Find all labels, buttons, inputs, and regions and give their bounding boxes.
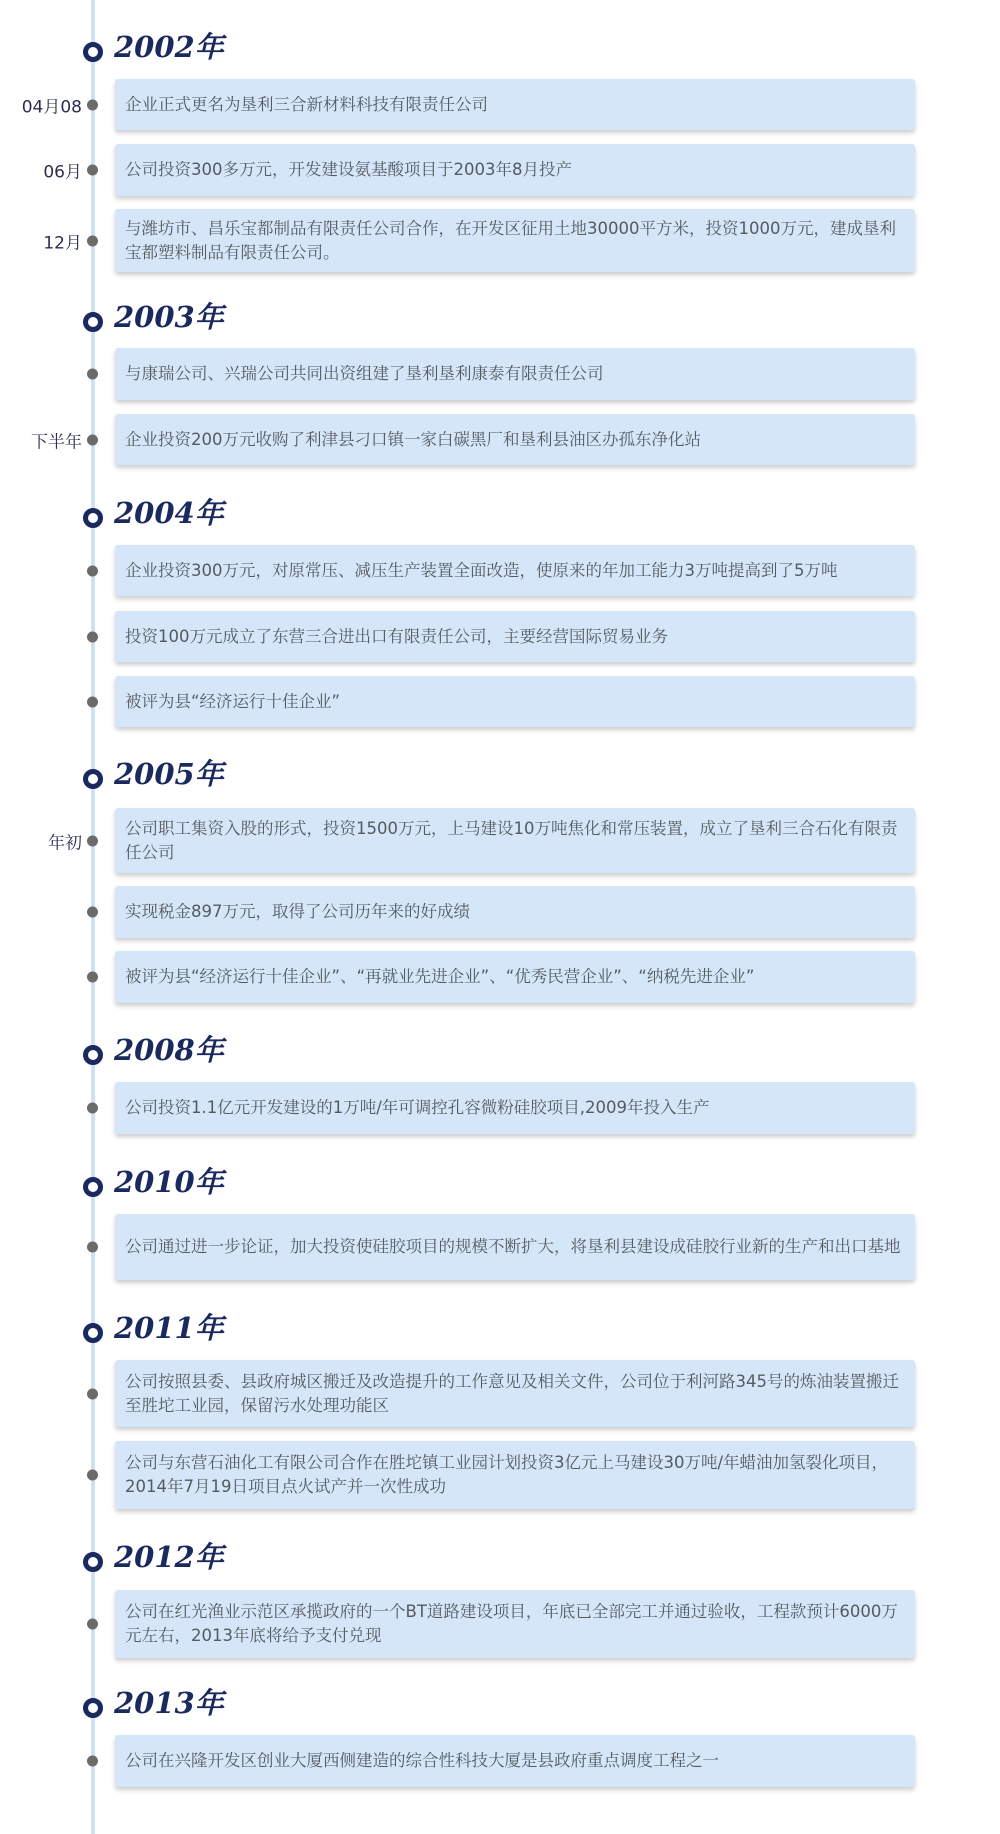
year-label: 2003年 xyxy=(114,300,224,334)
event-dot-icon xyxy=(87,1756,98,1767)
year-label: 2002年 xyxy=(114,30,224,64)
event-dot-icon xyxy=(87,696,98,707)
event-dot-icon xyxy=(87,165,98,176)
timeline-event xyxy=(0,1735,1000,1787)
event-dot-icon xyxy=(87,972,98,983)
event-date: 年初 xyxy=(48,833,82,853)
timeline-event xyxy=(0,414,1000,465)
timeline-event xyxy=(0,951,1000,1003)
timeline-event xyxy=(0,144,1000,196)
timeline-event xyxy=(0,1441,1000,1509)
timeline-event xyxy=(0,1590,1000,1658)
event-date: 04月08 xyxy=(21,97,82,117)
event-dot-icon xyxy=(87,631,98,642)
event-text: 被评为县“经济运行十佳企业”、“再就业先进企业”、“优秀民营企业”、“纳税先进企业” xyxy=(125,967,755,986)
event-text: 投资100万元成立了东营三合进出口有限责任公司，主要经营国际贸易业务 xyxy=(125,626,668,646)
timeline-event xyxy=(0,1360,1000,1427)
event-card xyxy=(115,1441,915,1509)
timeline-event xyxy=(0,79,1000,130)
event-text: 企业正式更名为垦利三合新材料科技有限责任公司 xyxy=(125,94,488,114)
event-dot-icon xyxy=(87,1619,98,1630)
event-date: 下半年 xyxy=(31,432,82,452)
event-card xyxy=(115,79,915,130)
event-card xyxy=(115,676,915,727)
year-node-icon xyxy=(83,1323,103,1343)
year-node-icon xyxy=(83,1698,103,1718)
year-label: 2012年 xyxy=(114,1540,224,1574)
event-text: 公司职工集资入股的形式，投资1500万元，上马建设10万吨焦化和常压装置，成立了垦利三合石化有限责任公司 xyxy=(125,818,898,862)
event-date: 06月 xyxy=(43,162,82,183)
timeline-event xyxy=(0,676,1000,727)
event-card xyxy=(115,1082,915,1134)
event-dot-icon xyxy=(87,1242,98,1253)
event-text: 公司按照县委、县政府城区搬迁及改造提升的工作意见及相关文件，公司位于利河路345号的炼油装置搬迁至胜坨工业园，保留污水处理功能区 xyxy=(125,1371,899,1415)
year-label: 2008年 xyxy=(114,1033,224,1067)
event-card xyxy=(115,808,915,873)
event-text: 公司在兴隆开发区创业大厦西侧建造的综合性科技大厦是县政府重点调度工程之一 xyxy=(125,1751,719,1770)
event-card xyxy=(115,1214,915,1280)
event-text: 公司投资300多万元，开发建设氨基酸项目于2003年8月投产 xyxy=(125,160,572,179)
event-dot-icon xyxy=(87,1388,98,1399)
event-card xyxy=(115,545,915,596)
year-heading xyxy=(0,757,1000,797)
event-card xyxy=(115,951,915,1003)
event-text: 被评为县“经济运行十佳企业” xyxy=(125,691,341,711)
event-dot-icon xyxy=(87,1103,98,1114)
year-node-icon xyxy=(83,42,103,62)
event-card xyxy=(115,1360,915,1427)
event-dot-icon xyxy=(87,369,98,380)
year-node-icon xyxy=(83,1045,103,1065)
event-dot-icon xyxy=(87,565,98,576)
year-label: 2005年 xyxy=(114,757,224,791)
event-card xyxy=(115,1590,915,1658)
timeline-event xyxy=(0,209,1000,272)
event-text: 公司与东营石油化工有限公司合作在胜坨镇工业园计划投资3亿元上马建设30万吨/年蜡油加氢裂化项目，2014年7月19日项目点火试产并一次性成功 xyxy=(125,1453,889,1496)
event-dot-icon xyxy=(87,907,98,918)
timeline-event xyxy=(0,348,1000,400)
event-dot-icon xyxy=(87,99,98,110)
event-text: 与康瑞公司、兴瑞公司共同出资组建了垦利垦利康泰有限责任公司 xyxy=(125,364,604,383)
year-node-icon xyxy=(83,1177,103,1197)
event-text: 企业投资200万元收购了利津县刁口镇一家白碳黑厂和垦利县油区办孤东净化站 xyxy=(125,429,701,449)
event-dot-icon xyxy=(87,1470,98,1481)
year-label: 2013年 xyxy=(114,1686,224,1720)
year-label: 2011年 xyxy=(114,1311,224,1345)
year-node-icon xyxy=(83,1552,103,1572)
year-label: 2004年 xyxy=(114,496,224,530)
event-card xyxy=(115,611,915,662)
timeline-event xyxy=(0,545,1000,596)
year-heading xyxy=(0,1033,1000,1073)
timeline-event xyxy=(0,1214,1000,1280)
timeline-event xyxy=(0,611,1000,662)
event-text: 与潍坊市、昌乐宝都制品有限责任公司合作，在开发区征用土地30000平方米，投资1000万元，建成垦利宝都塑料制品有限责任公司。 xyxy=(125,218,896,262)
event-card xyxy=(115,886,915,938)
event-dot-icon xyxy=(87,835,98,846)
event-text: 公司在红光渔业示范区承揽政府的一个BT道路建设项目，年底已全部完工并通过验收，工程款预计6000万元左右，2013年底将给予支付兑现 xyxy=(125,1602,898,1645)
year-heading xyxy=(0,300,1000,340)
timeline-event xyxy=(0,886,1000,938)
year-node-icon xyxy=(83,312,103,332)
event-card xyxy=(115,209,915,272)
year-heading xyxy=(0,30,1000,70)
year-node-icon xyxy=(83,508,103,528)
event-text: 公司通过进一步论证，加大投资使硅胶项目的规模不断扩大，将垦利县建设成硅胶行业新的生产和出口基地 xyxy=(125,1237,901,1256)
year-heading xyxy=(0,1165,1000,1205)
event-card xyxy=(115,1735,915,1787)
event-text: 企业投资300万元，对原常压、减压生产装置全面改造，使原来的年加工能力3万吨提高到了5万吨 xyxy=(125,560,838,580)
event-text: 公司投资1.1亿元开发建设的1万吨/年可调控孔容微粉硅胶项目,2009年投入生产 xyxy=(125,1098,710,1117)
event-dot-icon xyxy=(87,434,98,445)
event-text: 实现税金897万元，取得了公司历年来的好成绩 xyxy=(125,902,470,921)
timeline-event xyxy=(0,808,1000,873)
year-label: 2010年 xyxy=(114,1165,224,1199)
year-heading xyxy=(0,1311,1000,1351)
event-card xyxy=(115,414,915,465)
event-card xyxy=(115,144,915,196)
year-heading xyxy=(0,1540,1000,1580)
year-heading xyxy=(0,496,1000,536)
year-heading xyxy=(0,1686,1000,1726)
event-date: 12月 xyxy=(43,233,82,253)
timeline-event xyxy=(0,1082,1000,1134)
event-dot-icon xyxy=(87,235,98,246)
event-card xyxy=(115,348,915,400)
year-node-icon xyxy=(83,769,103,789)
